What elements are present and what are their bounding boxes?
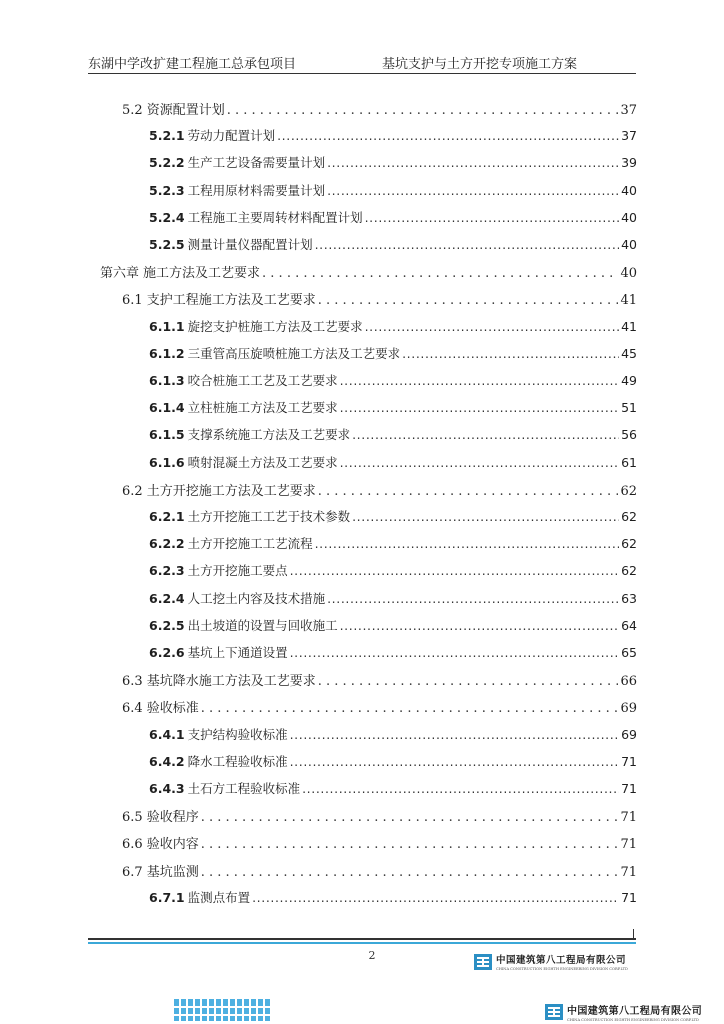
toc-entry[interactable] — [122, 289, 637, 309]
toc-entry-page: 40 — [620, 266, 637, 281]
toc-dot-leader — [277, 128, 619, 143]
company-name-en: CHINA CONSTRUCTION EIGHTH ENGINEERING DIVISION CORP.LTD — [567, 1018, 699, 1022]
toc-entry[interactable] — [149, 153, 637, 173]
toc-dot-leader — [318, 293, 619, 308]
toc-entry[interactable] — [122, 480, 637, 500]
toc-entry-title: 基坑降水施工方法及工艺要求 — [146, 674, 316, 689]
toc-entry[interactable] — [149, 235, 637, 255]
toc-entry-page: 62 — [621, 536, 637, 551]
toc-entry-title: 支撑系统施工方法及工艺要求 — [187, 427, 351, 442]
toc-entry-number: 6.2.2 — [149, 536, 185, 551]
toc-entry-page: 62 — [620, 484, 637, 499]
toc-entry-title: 土方开挖施工方法及工艺要求 — [146, 484, 316, 499]
toc-entry-page: 69 — [621, 727, 637, 742]
toc-entry-number: 6.5 — [122, 810, 143, 825]
toc-entry[interactable] — [122, 833, 637, 853]
toc-entry-page: 41 — [621, 319, 637, 334]
toc-entry-title: 验收程序 — [146, 810, 199, 825]
toc-dot-leader — [201, 865, 619, 880]
company-logo — [474, 952, 628, 971]
toc-entry-page: 63 — [621, 591, 637, 606]
toc-entry[interactable] — [149, 534, 637, 554]
toc-dot-leader — [290, 754, 619, 769]
toc-entry-title: 监测点布置 — [187, 890, 251, 905]
toc-entry-title: 土方开挖施工工艺流程 — [187, 536, 313, 551]
toc-dot-leader — [201, 810, 619, 825]
toc-entry-title: 旋挖支护桩施工方法及工艺要求 — [187, 319, 363, 334]
toc-entry[interactable] — [149, 398, 637, 418]
company-name-cn: 中国建筑第八工程局有限公司 — [567, 1006, 703, 1017]
toc-entry[interactable] — [149, 208, 637, 228]
toc-entry-page: 61 — [621, 455, 637, 470]
toc-entry[interactable] — [149, 752, 637, 772]
toc-entry-title: 人工挖土内容及技术措施 — [187, 591, 326, 606]
toc-entry-page: 71 — [621, 754, 637, 769]
toc-entry-number: 第六章 — [100, 266, 140, 281]
toc-entry-number: 5.2.5 — [149, 237, 185, 252]
toc-entry[interactable] — [149, 453, 637, 473]
toc-entry-number: 6.1.5 — [149, 427, 185, 442]
toc-entry-title: 工程用原材料需要量计划 — [187, 183, 326, 198]
toc-entry-page: 51 — [621, 400, 637, 415]
toc-entry-number: 5.2.2 — [149, 155, 185, 170]
toc-entry-number: 6.1 — [122, 293, 143, 308]
toc-entry[interactable] — [149, 126, 637, 146]
footer-rule-accent — [88, 942, 636, 944]
toc-entry-title: 劳动力配置计划 — [187, 128, 276, 143]
toc-entry-number: 6.2.3 — [149, 563, 185, 578]
toc-entry[interactable] — [149, 643, 637, 663]
toc-entry-number: 6.1.2 — [149, 346, 185, 361]
toc-entry-page: 66 — [620, 674, 637, 689]
toc-dot-leader — [290, 563, 619, 578]
toc-entry-number: 6.4.3 — [149, 781, 185, 796]
toc-entry-page: 62 — [621, 509, 637, 524]
toc-entry-title: 测量计量仪器配置计划 — [187, 237, 313, 252]
toc-entry-number: 6.2.6 — [149, 645, 185, 660]
toc-entry[interactable] — [149, 779, 637, 799]
toc-entry[interactable] — [149, 181, 637, 201]
toc-entry-page: 45 — [621, 346, 637, 361]
toc-entry-title: 土方开挖施工要点 — [187, 563, 288, 578]
project-title: 东湖中学改扩建工程施工总承包项目 — [88, 57, 297, 72]
toc-entry-page: 39 — [621, 155, 637, 170]
toc-entry-page: 37 — [620, 103, 637, 118]
toc-entry-page: 71 — [620, 837, 637, 852]
toc-dot-leader — [290, 645, 619, 660]
toc-entry-number: 6.1.6 — [149, 455, 185, 470]
toc-entry-title: 三重管高压旋喷桩施工方法及工艺要求 — [187, 346, 401, 361]
company-logo-watermark — [545, 1002, 702, 1022]
toc-dot-leader — [327, 591, 619, 606]
watermark-pattern — [174, 999, 272, 1021]
toc-entry[interactable] — [122, 861, 637, 881]
toc-dot-leader — [227, 103, 619, 118]
toc-entry-page: 49 — [621, 373, 637, 388]
toc-entry-page: 69 — [620, 701, 637, 716]
toc-entry-page: 71 — [620, 810, 637, 825]
toc-dot-leader — [201, 701, 619, 716]
toc-dot-leader — [402, 346, 619, 361]
toc-entry-number: 5.2.3 — [149, 183, 185, 198]
toc-dot-leader — [327, 155, 619, 170]
toc-dot-leader — [327, 183, 619, 198]
toc-entry-page: 62 — [621, 563, 637, 578]
toc-dot-leader — [315, 536, 619, 551]
toc-entry-page: 56 — [621, 427, 637, 442]
toc-entry[interactable] — [122, 670, 637, 690]
toc-dot-leader — [318, 674, 619, 689]
toc-entry[interactable] — [149, 888, 637, 908]
toc-dot-leader — [340, 618, 619, 633]
toc-entry-title: 出土坡道的设置与回收施工 — [187, 618, 338, 633]
toc-entry-title: 资源配置计划 — [146, 103, 225, 118]
toc-entry-number: 6.2.1 — [149, 509, 185, 524]
footer-rule — [88, 938, 636, 940]
toc-entry-number: 6.3 — [122, 674, 143, 689]
toc-entry-page: 65 — [621, 645, 637, 660]
toc-entry-number: 6.1.1 — [149, 319, 185, 334]
toc-entry-number: 6.4.2 — [149, 754, 185, 769]
toc-entry[interactable] — [149, 616, 637, 636]
company-name-en: CHINA CONSTRUCTION EIGHTH ENGINEERING DIVISION CORP.LTD — [496, 967, 628, 971]
toc-dot-leader — [365, 319, 619, 334]
toc-entry[interactable] — [149, 589, 637, 609]
toc-entry-page: 40 — [621, 237, 637, 252]
toc-entry[interactable] — [149, 371, 637, 391]
toc-entry-number: 6.4 — [122, 701, 143, 716]
toc-entry-number: 6.2.5 — [149, 618, 185, 633]
running-header — [88, 49, 636, 71]
toc-entry-title: 工程施工主要周转材料配置计划 — [187, 210, 363, 225]
toc-entry-title: 验收标准 — [146, 701, 199, 716]
toc-entry-number: 5.2 — [122, 103, 143, 118]
toc-entry-number: 5.2.1 — [149, 128, 185, 143]
toc-entry-page: 71 — [620, 865, 637, 880]
document-title: 基坑支护与土方开挖专项施工方案 — [382, 57, 578, 72]
toc-entry[interactable] — [122, 697, 637, 717]
toc-entry-title: 土石方工程验收标准 — [187, 781, 301, 796]
toc-entry[interactable] — [149, 317, 637, 337]
toc-entry-number: 6.2 — [122, 484, 143, 499]
toc-entry-page: 71 — [621, 890, 637, 905]
toc-entry-title: 土方开挖施工工艺于技术参数 — [187, 509, 351, 524]
toc-entry-title: 支护工程施工方法及工艺要求 — [146, 293, 316, 308]
toc-entry-title: 降水工程验收标准 — [187, 754, 288, 769]
page-number: 2 — [368, 949, 376, 962]
toc-entry-title: 生产工艺设备需要量计划 — [187, 155, 326, 170]
toc-entry-number: 6.1.4 — [149, 400, 185, 415]
toc-dot-leader — [318, 484, 619, 499]
toc-dot-leader — [252, 890, 619, 905]
toc-entry-title: 喷射混凝土方法及工艺要求 — [187, 455, 338, 470]
toc-entry-title: 基坑监测 — [146, 865, 199, 880]
toc-entry[interactable] — [149, 561, 637, 581]
toc-entry[interactable] — [122, 806, 637, 826]
toc-dot-leader — [340, 400, 619, 415]
toc-entry-title: 基坑上下通道设置 — [187, 645, 288, 660]
toc-dot-leader — [352, 509, 619, 524]
toc-entry-number: 5.2.4 — [149, 210, 185, 225]
toc-entry-page: 64 — [621, 618, 637, 633]
toc-dot-leader — [302, 781, 619, 796]
toc-entry[interactable] — [149, 344, 637, 364]
toc-entry[interactable] — [122, 99, 637, 119]
toc-entry[interactable] — [149, 425, 637, 445]
toc-entry-number: 6.6 — [122, 837, 143, 852]
cscec-logo-icon — [474, 954, 492, 970]
toc-entry-title: 施工方法及工艺要求 — [143, 266, 261, 281]
toc-entry-title: 立柱桩施工方法及工艺要求 — [187, 400, 338, 415]
toc-entry-page: 40 — [621, 183, 637, 198]
toc-dot-leader — [340, 455, 619, 470]
cscec-logo-icon — [545, 1004, 563, 1020]
toc-entry-title: 咬合桩施工工艺及工艺要求 — [187, 373, 338, 388]
toc-dot-leader — [290, 727, 619, 742]
toc-entry-number: 6.7.1 — [149, 890, 185, 905]
toc-dot-leader — [365, 210, 619, 225]
toc-entry-page: 37 — [621, 128, 637, 143]
toc-entry-title: 支护结构验收标准 — [187, 727, 288, 742]
toc-entry-number: 6.4.1 — [149, 727, 185, 742]
toc-dot-leader — [352, 427, 619, 442]
toc-entry-page: 41 — [620, 293, 637, 308]
toc-entry-title: 验收内容 — [146, 837, 199, 852]
toc-entry[interactable] — [149, 725, 637, 745]
toc-entry-page: 71 — [621, 781, 637, 796]
toc-entry[interactable] — [100, 262, 637, 282]
toc-entry-page: 40 — [621, 210, 637, 225]
toc-entry[interactable] — [149, 507, 637, 527]
company-name-cn: 中国建筑第八工程局有限公司 — [496, 955, 627, 966]
toc-entry-number: 6.2.4 — [149, 591, 185, 606]
toc-dot-leader — [340, 373, 619, 388]
header-rule — [88, 73, 636, 74]
toc-entry-number: 6.1.3 — [149, 373, 185, 388]
toc-dot-leader — [201, 837, 619, 852]
toc-dot-leader — [315, 237, 619, 252]
toc-dot-leader — [262, 266, 618, 281]
toc-entry-number: 6.7 — [122, 865, 143, 880]
